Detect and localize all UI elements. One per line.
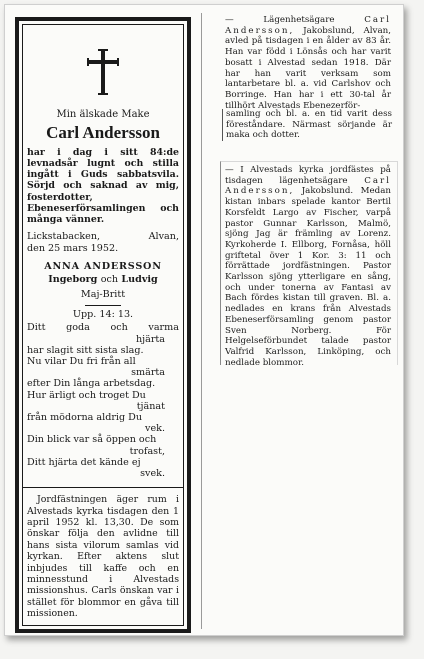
clipping1-text: Jakobslund, Alvan, avled på tisdagen i en ålder av 83 år. Han var född i Lönsås och har varit bosatt i Alvestad sedan 1918. Där har han varit verksam som lantarbetare bl. a. vid Carlshov och Borringe. Han har i ett 30-tal år tillhört Alvestads Ebenezerför- (225, 25, 391, 111)
poem-line: Nu vilar Du fri från all (27, 355, 136, 367)
grandchild-name: Maj-Britt (80, 288, 126, 300)
memorial-poem (27, 322, 179, 479)
clipping1-name: Carl Andersson, (225, 15, 391, 36)
notice-paragraph: har i dag i sitt 84:de levnadsår lugnt och stilla ingått i Guds sabbatsvila. Sörjd och saknad av mig, fosterdotter, Ebeneserförsamlingen och många vänner. (27, 146, 179, 225)
poem-line: smärta (131, 367, 165, 379)
clipping2-lead: — I Alvestads kyrka jordfästes på tisdagen lägenhetsägare (225, 165, 391, 186)
clipping-obituary-continued: samling och bl. a. en tid varit dess föreståndare. Närmast sörjande är maka och dotter. (222, 109, 392, 141)
death-notice-inner (22, 24, 184, 626)
children-line (27, 274, 179, 286)
poem-word: goda (66, 322, 90, 334)
notice-date: den 25 mars 1952. (27, 242, 119, 254)
poem-line: efter Din långa arbetsdag. (27, 378, 156, 390)
clipping2-text: Jakobslund. Medan kistan inbars spelade kantor Bertil Korsfeldt Largo av Fischer, varpå pastor Gunnar Karlsson, Malmö, sjöng Jag är främling av Lorenz. Kyrkoherde I. Ellborg, Fornåsa, höll griftetal över 1 Kor. 3: 11 och förrättade jordfästningen. Pastor Karlsson sjöng ytterligare en sång, och under tonerna av Fantasi av Bach fördes kistan till graven. Bl. a. nedlades en krans från Alvestads Ebeneserförsamling genom pastor Sven Norberg. För Helgelseförbundet talade pastor Valfrid Karlsson, Linköping, och nedlade blommor. (225, 186, 391, 368)
poem-line: hjärta (135, 333, 165, 345)
poem-word: varma (148, 322, 179, 334)
notice-divider (23, 487, 183, 488)
poem-line (27, 322, 179, 333)
death-notice (15, 17, 191, 633)
funeral-announcement: Jordfästningen äger rum i Alvestads kyrka tisdagen den 1 april 1952 kl. 13,30. De som önskar följa den avlidne till hans sista vilorum samlas vid kyrkan. Efter aktens slut inbjudes till kaffe och en minnesstund i Alvestads missionshus. Carls önskan var i stället för blommor en gåva till missionen. (27, 494, 179, 620)
place-left: Lickstabacken, (27, 231, 101, 243)
notice-place-date (27, 231, 179, 254)
poem-line: Din blick var så öppen och (27, 434, 157, 446)
clipping-obituary (225, 15, 391, 111)
clipping1-dash: — Lägenhetsägare (225, 15, 335, 25)
children-and: och (100, 274, 119, 286)
clipping2-name: Carl Andersson, (225, 175, 391, 197)
bible-reference: Upp. 14: 13. (72, 308, 134, 320)
widow-name: ANNA ANDERSSON (44, 260, 162, 272)
child-name-2: Ludvig (121, 274, 158, 286)
poem-line: tjänat (136, 400, 165, 412)
poem-line: trofast, (129, 445, 165, 457)
poem-line: från mödorna aldrig Du (27, 411, 143, 423)
cross-icon (86, 49, 120, 95)
clipping-funeral-report (225, 165, 391, 368)
poem-word: Ditt (27, 322, 46, 334)
short-divider (85, 305, 121, 306)
scanned-page (4, 4, 404, 636)
notice-intro: Min älskade Make (56, 109, 150, 120)
poem-line: Hur ärligt och troget Du (27, 389, 146, 401)
poem-line: svek. (140, 467, 165, 479)
place-right: Alvan, (148, 231, 179, 243)
deceased-name: Carl Andersson (46, 122, 160, 142)
poem-line: Ditt hjärta det kände ej (27, 456, 141, 468)
poem-word: och (110, 322, 128, 334)
poem-line: vek. (145, 423, 165, 435)
poem-line: har slagit sitt sista slag. (27, 344, 144, 356)
fold-line (201, 13, 202, 629)
child-name-1: Ingeborg (48, 274, 98, 286)
